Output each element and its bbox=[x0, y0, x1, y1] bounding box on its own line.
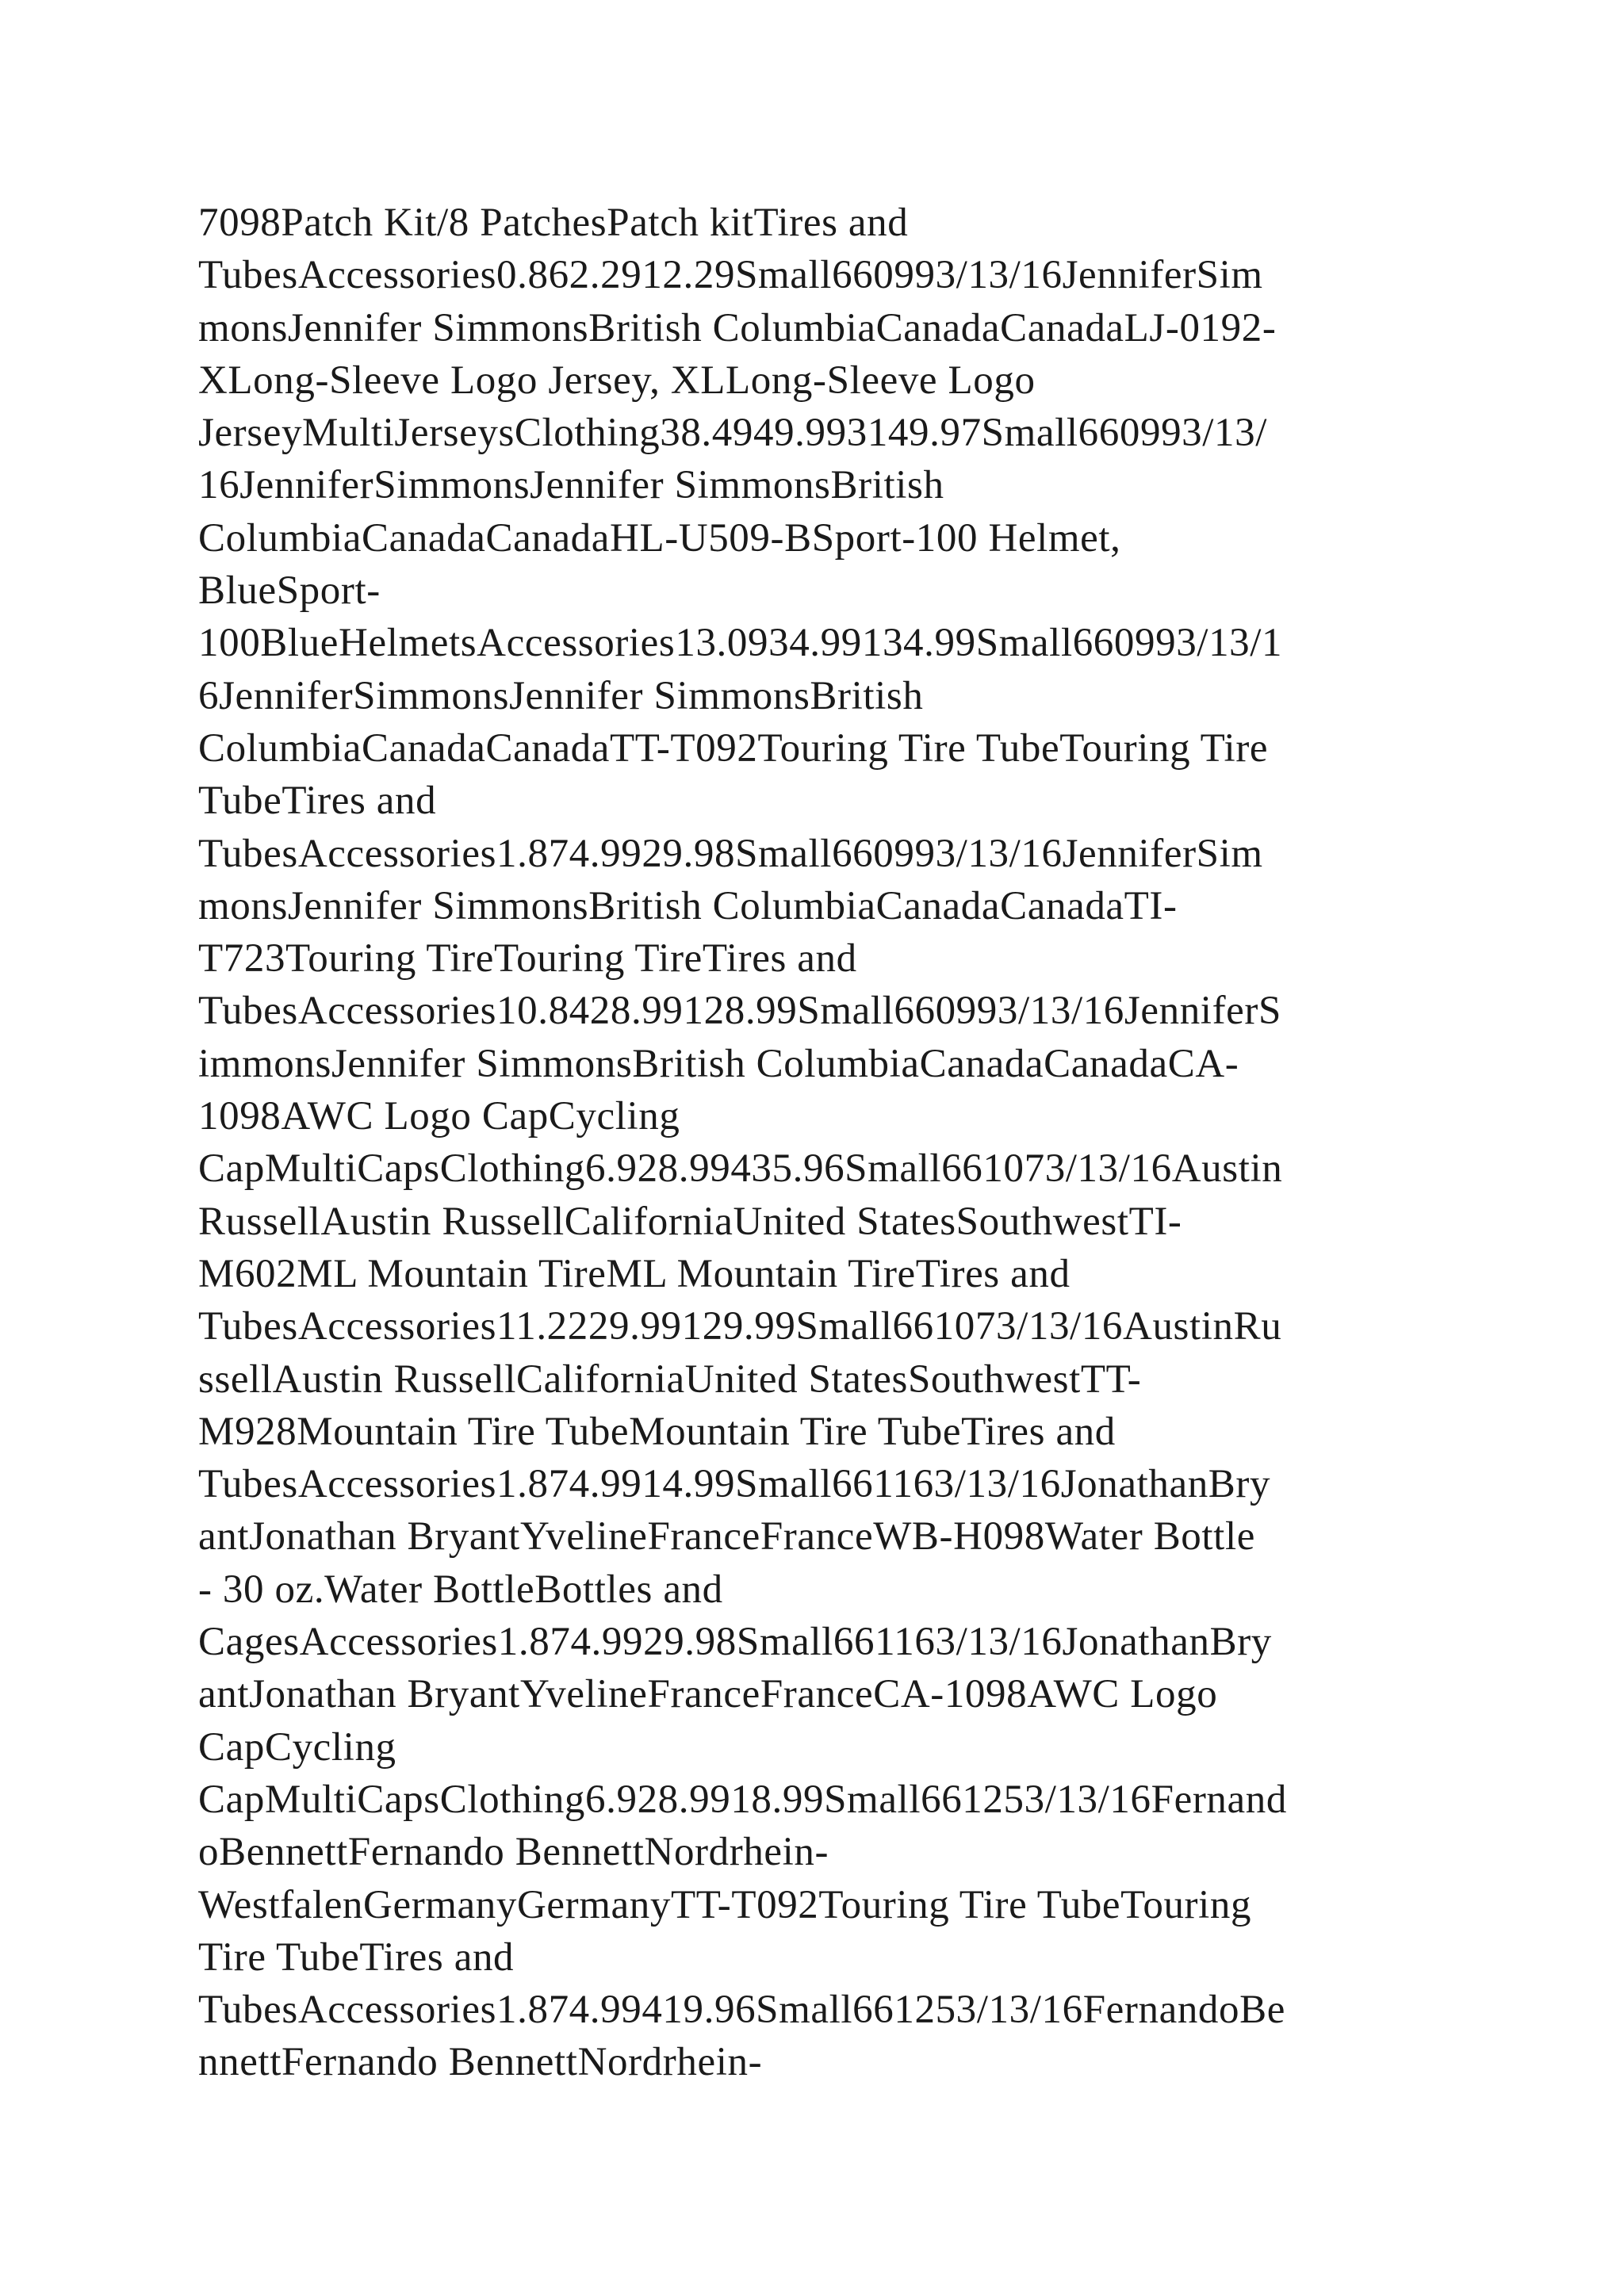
text-line: XLong-Sleeve Logo Jersey, XLLong-Sleeve Logo bbox=[198, 358, 1036, 403]
text-line: TubesAccessories1.874.9914.99Small661163/13/16JonathanBry bbox=[198, 1462, 1271, 1507]
text-line: ColumbiaCanadaCanadaHL-U509-BSport-100 Helmet, bbox=[198, 515, 1121, 561]
text-line: immonsJennifer SimmonsBritish ColumbiaCanadaCanadaCA- bbox=[198, 1041, 1239, 1086]
text-line: CagesAccessories1.874.9929.98Small661163/13/16JonathanBry bbox=[198, 1620, 1272, 1665]
text-line: M928Mountain Tire TubeMountain Tire TubeTires and bbox=[198, 1409, 1116, 1454]
text-line: CapMultiCapsClothing6.928.99435.96Small661073/13/16Austin bbox=[198, 1146, 1283, 1192]
text-line: oBennettFernando BennettNordrhein- bbox=[198, 1830, 829, 1875]
text-line: CapCycling bbox=[198, 1724, 396, 1770]
text-line: TubesAccessories1.874.9929.98Small660993/13/16JenniferSim bbox=[198, 831, 1263, 876]
text-line: 6JenniferSimmonsJennifer SimmonsBritish bbox=[198, 673, 924, 718]
text-line: TubesAccessories0.862.2912.29Small660993/13/16JenniferSim bbox=[198, 253, 1263, 298]
text-line: monsJennifer SimmonsBritish ColumbiaCanadaCanadaTI- bbox=[198, 883, 1178, 928]
text-line: BlueSport- bbox=[198, 568, 381, 614]
text-line: WestfalenGermanyGermanyTT-T092Touring Tire TubeTouring bbox=[198, 1882, 1252, 1927]
text-line: TubesAccessories10.8428.99128.99Small660993/13/16JenniferS bbox=[198, 989, 1281, 1034]
text-line: 16JenniferSimmonsJennifer SimmonsBritish bbox=[198, 463, 944, 508]
text-line: ssellAustin RussellCaliforniaUnited StatesSouthwestTT- bbox=[198, 1357, 1142, 1402]
text-line: 7098Patch Kit/8 PatchesPatch kitTires and bbox=[198, 201, 909, 245]
text-line: TubeTires and bbox=[198, 779, 437, 824]
text-line: antJonathan BryantYvelineFranceFranceWB-H098Water Bottle bbox=[198, 1514, 1255, 1559]
text-line: TubesAccessories11.2229.99129.99Small661073/13/16AustinRu bbox=[198, 1304, 1282, 1349]
text-line: ColumbiaCanadaCanadaTT-T092Touring Tire TubeTouring Tire bbox=[198, 725, 1269, 771]
text-line: TubesAccessories1.874.99419.96Small661253/13/16FernandoBe bbox=[198, 1988, 1285, 2033]
text-line: 1098AWC Logo CapCycling bbox=[198, 1094, 680, 1139]
text-line: CapMultiCapsClothing6.928.9918.99Small661253/13/16Fernand bbox=[198, 1777, 1287, 1822]
text-line: Tire TubeTires and bbox=[198, 1934, 515, 1980]
text-line: RussellAustin RussellCaliforniaUnited StatesSouthwestTI- bbox=[198, 1199, 1182, 1244]
text-line: 100BlueHelmetsAccessories13.0934.99134.99Small660993/13/1 bbox=[198, 621, 1283, 666]
text-line: monsJennifer SimmonsBritish ColumbiaCanadaCanadaLJ-0192- bbox=[198, 305, 1277, 350]
text-line: M602ML Mountain TireML Mountain TireTires and bbox=[198, 1251, 1071, 1296]
body-text bbox=[198, 197, 1435, 2089]
text-line: nnettFernando BennettNordrhein- bbox=[198, 2040, 763, 2085]
text-line: JerseyMultiJerseysClothing38.4949.993149.97Small660993/13/ bbox=[198, 411, 1268, 456]
text-line: antJonathan BryantYvelineFranceFranceCA-1098AWC Logo bbox=[198, 1672, 1218, 1717]
text-line: - 30 oz.Water BottleBottles and bbox=[198, 1567, 723, 1612]
text-line: T723Touring TireTouring TireTires and bbox=[198, 936, 857, 982]
